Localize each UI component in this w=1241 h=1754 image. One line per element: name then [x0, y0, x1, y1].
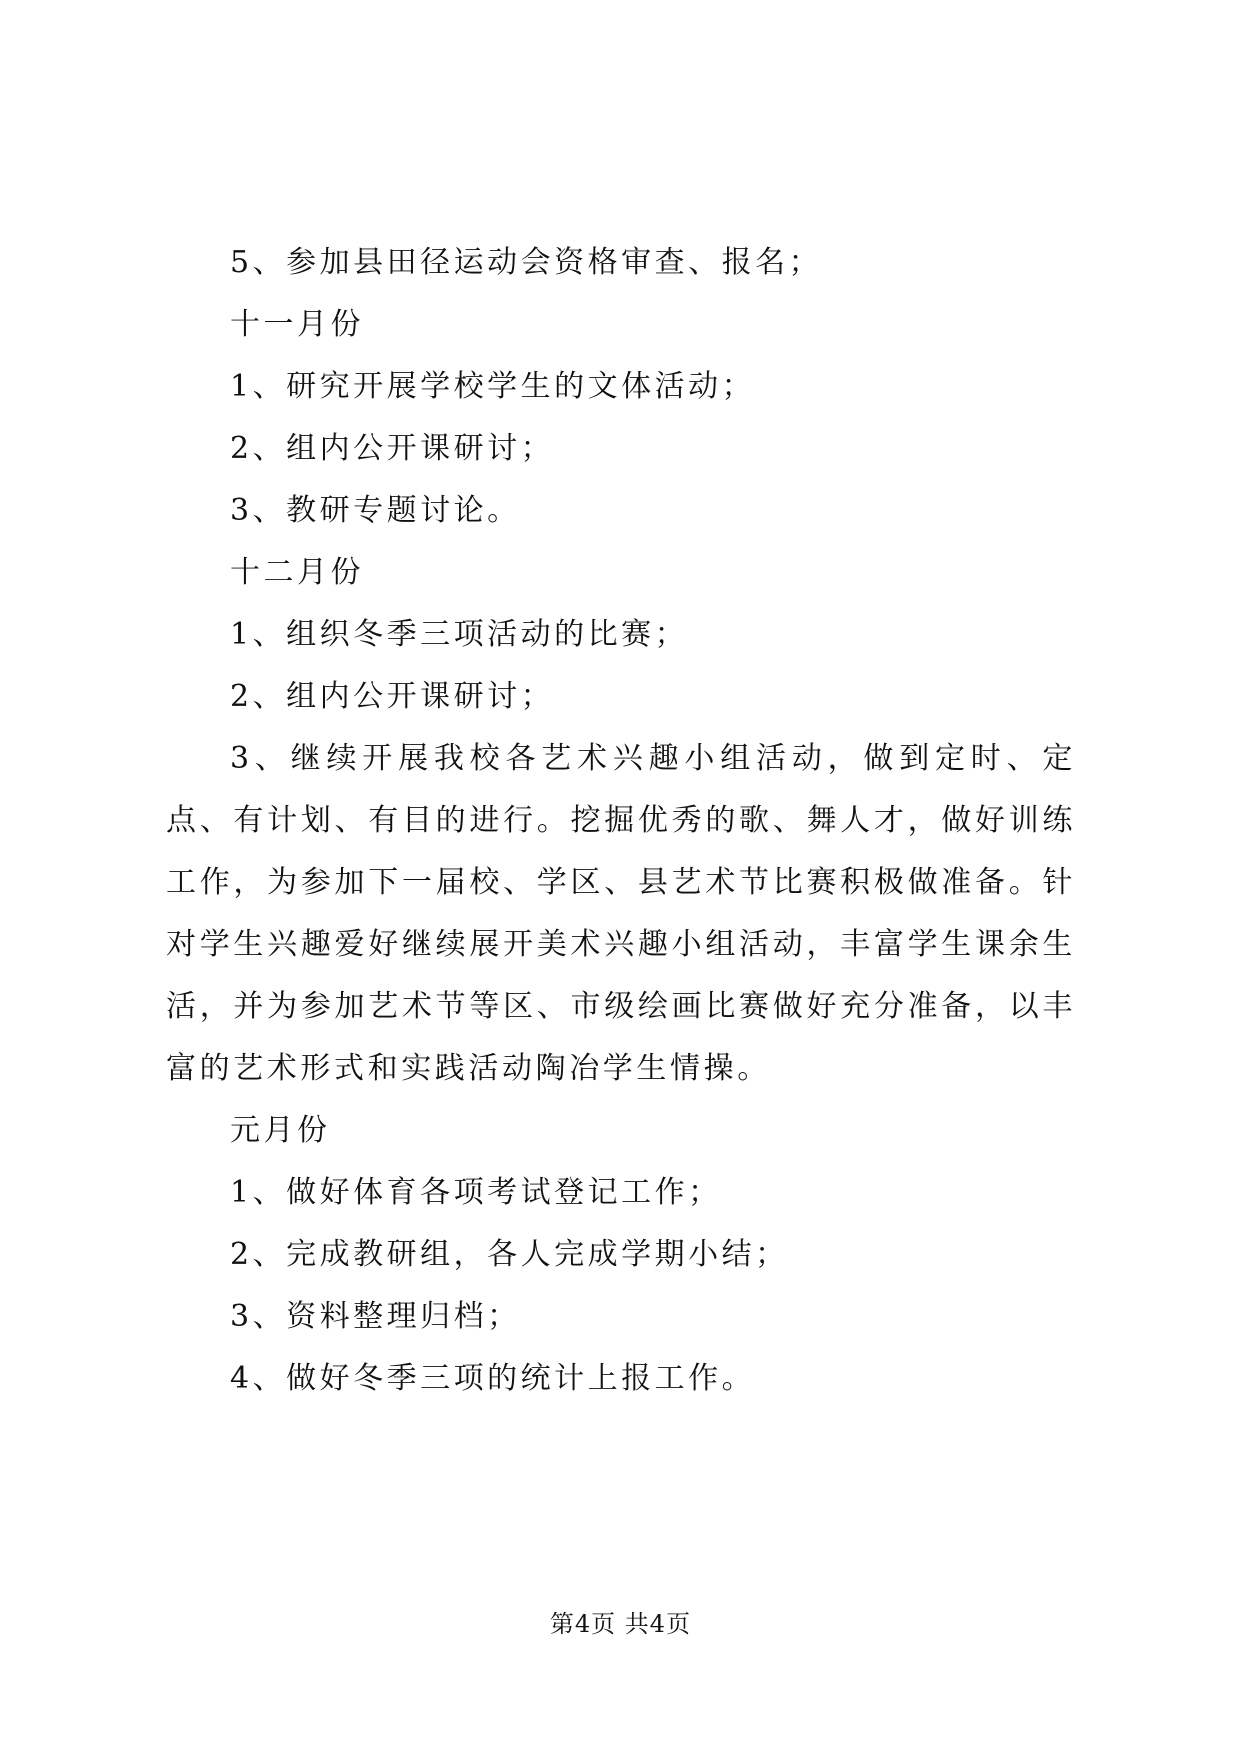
list-item: 3、资料整理归档； [230, 1299, 521, 1334]
list-item: 1、研究开展学校学生的文体活动； [230, 369, 756, 404]
section-heading: 十二月份 [230, 555, 364, 590]
document-body [166, 232, 1076, 1410]
page-number-footer: 第4页 共4页 [549, 1610, 692, 1638]
list-item: 3、教研专题讨论。 [230, 493, 521, 528]
list-item: 4、做好冬季三项的统计上报工作。 [230, 1361, 756, 1396]
section-heading: 元月份 [230, 1113, 331, 1148]
list-item: 5、参加县田径运动会资格审查、报名； [230, 245, 823, 280]
section-heading: 十一月份 [230, 307, 364, 342]
list-item: 2、组内公开课研讨； [230, 679, 555, 714]
list-item: 1、组织冬季三项活动的比赛； [230, 617, 689, 652]
list-item: 1、做好体育各项考试登记工作； [230, 1175, 722, 1210]
list-item: 2、组内公开课研讨； [230, 431, 555, 466]
list-item: 2、完成教研组，各人完成学期小结； [230, 1237, 789, 1272]
body-paragraph: 3、继续开展我校各艺术兴趣小组活动，做到定时、定点、有计划、有目的进行。挖掘优秀的歌、舞人才，做好训练工作，为参加下一届校、学区、县艺术节比赛积极做准备。针对学生兴趣爱好继续展开美术兴趣小组活动，丰富学生课余生活，并为参加艺术节等区、市级绘画比赛做好充分准备，以丰富的艺术形式和实践活动陶冶学生情操。 [166, 741, 1076, 1086]
